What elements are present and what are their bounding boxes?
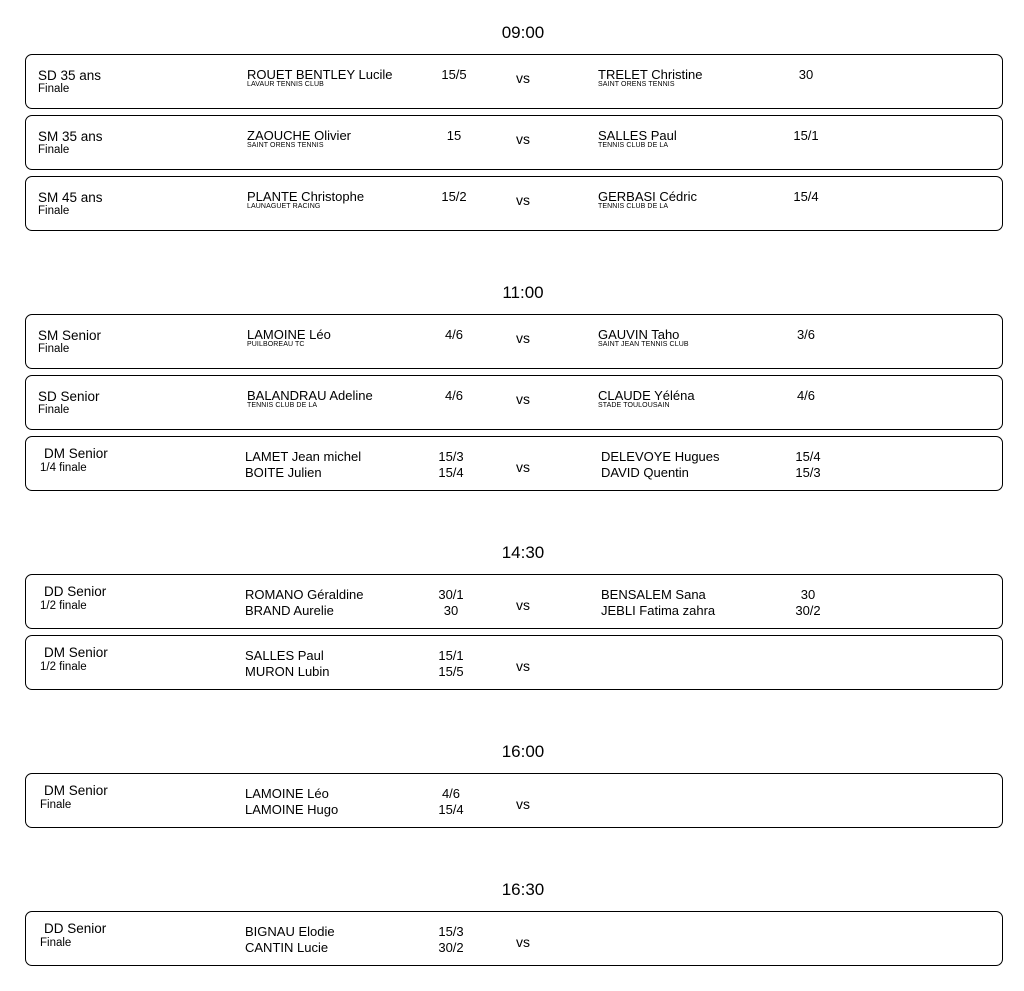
player-name: DELEVOYE Hugues bbox=[601, 449, 720, 464]
player-ranking: 4/6 bbox=[444, 388, 464, 403]
player-name: BIGNAU Elodie bbox=[245, 924, 335, 939]
match-category: DM Senior bbox=[44, 446, 108, 461]
player-name: JEBLI Fatima zahra bbox=[601, 603, 716, 618]
match-round: Finale bbox=[38, 144, 70, 156]
player-ranking: 3/6 bbox=[796, 327, 816, 342]
player-ranking: 30 bbox=[798, 67, 814, 82]
vs-label: vs bbox=[516, 70, 530, 86]
player-ranking: 4/6 bbox=[441, 786, 461, 801]
player-club: STADE TOULOUSAIN bbox=[598, 402, 670, 409]
match-card bbox=[25, 375, 1003, 430]
vs-label: vs bbox=[516, 658, 530, 674]
player-club: SAINT ORENS TENNIS bbox=[247, 142, 324, 149]
player-name: LAMOINE Hugo bbox=[245, 802, 339, 817]
player-ranking: 15/3 bbox=[438, 924, 464, 939]
match-round: Finale bbox=[38, 83, 70, 95]
time-slot-heading: 11:00 bbox=[502, 283, 544, 302]
match-category: SM Senior bbox=[38, 328, 102, 343]
player-ranking: 30/2 bbox=[795, 603, 821, 618]
player-name: BOITE Julien bbox=[245, 465, 322, 480]
player-ranking: 15/1 bbox=[793, 128, 819, 143]
player-name: ROMANO Géraldine bbox=[245, 587, 364, 602]
time-slot-heading: 16:30 bbox=[501, 880, 545, 899]
match-card bbox=[25, 54, 1003, 109]
player-ranking: 4/6 bbox=[796, 388, 816, 403]
player-name: SALLES Paul bbox=[245, 648, 324, 663]
player-club: PUILBOREAU TC bbox=[247, 341, 305, 348]
player-club: LAVAUR TENNIS CLUB bbox=[247, 81, 324, 88]
player-club: LAUNAGUET RACING bbox=[247, 203, 321, 210]
vs-label: vs bbox=[516, 934, 530, 950]
player-club: SAINT JEAN TENNIS CLUB bbox=[598, 341, 689, 348]
time-slot-heading: 14:30 bbox=[501, 543, 545, 562]
player-name: TRELET Christine bbox=[598, 67, 703, 82]
player-name: CANTIN Lucie bbox=[245, 940, 329, 955]
player-name: CLAUDE Yéléna bbox=[598, 388, 695, 403]
match-round: 1/2 finale bbox=[40, 661, 87, 673]
player-ranking: 15/1 bbox=[438, 648, 464, 663]
match-category: SM 45 ans bbox=[38, 190, 103, 205]
match-round: 1/4 finale bbox=[40, 462, 87, 474]
player-name: ZAOUCHE Olivier bbox=[247, 128, 352, 143]
match-card bbox=[25, 911, 1003, 966]
match-category: DM Senior bbox=[44, 783, 108, 798]
match-round: Finale bbox=[38, 404, 70, 416]
vs-label: vs bbox=[516, 131, 530, 147]
match-card bbox=[25, 436, 1003, 491]
player-name: DAVID Quentin bbox=[601, 465, 689, 480]
player-ranking: 15/4 bbox=[793, 189, 819, 204]
player-ranking: 15/2 bbox=[441, 189, 467, 204]
player-ranking: 15 bbox=[446, 128, 462, 143]
player-name: ROUET BENTLEY Lucile bbox=[247, 67, 393, 82]
time-slot-heading: 16:00 bbox=[501, 742, 545, 761]
player-club: TENNIS CLUB DE LA bbox=[598, 203, 669, 210]
player-name: LAMET Jean michel bbox=[245, 449, 362, 464]
match-round: Finale bbox=[38, 205, 70, 217]
match-card bbox=[25, 115, 1003, 170]
vs-label: vs bbox=[516, 330, 530, 346]
time-slot-heading: 09:00 bbox=[501, 23, 545, 42]
player-ranking: 30/1 bbox=[438, 587, 464, 602]
match-round: Finale bbox=[40, 937, 72, 949]
player-name: BRAND Aurelie bbox=[245, 603, 334, 618]
match-category: DM Senior bbox=[44, 645, 108, 660]
player-name: BALANDRAU Adeline bbox=[247, 388, 373, 403]
player-name: LAMOINE Léo bbox=[245, 786, 329, 801]
player-name: LAMOINE Léo bbox=[247, 327, 331, 342]
vs-label: vs bbox=[516, 459, 530, 475]
match-card bbox=[25, 574, 1003, 629]
player-ranking: 15/3 bbox=[438, 449, 464, 464]
player-ranking: 30 bbox=[443, 603, 459, 618]
player-ranking: 15/4 bbox=[795, 449, 821, 464]
match-category: SD 35 ans bbox=[38, 68, 102, 83]
match-card bbox=[25, 314, 1003, 369]
player-ranking: 15/3 bbox=[795, 465, 821, 480]
match-card bbox=[25, 773, 1003, 828]
match-round: Finale bbox=[40, 799, 72, 811]
player-club: TENNIS CLUB DE LA bbox=[247, 402, 318, 409]
player-ranking: 15/4 bbox=[438, 802, 464, 817]
match-card bbox=[25, 176, 1003, 231]
player-ranking: 15/5 bbox=[441, 67, 467, 82]
match-category: DD Senior bbox=[44, 584, 107, 599]
match-card bbox=[25, 635, 1003, 690]
vs-label: vs bbox=[516, 597, 530, 613]
player-name: GAUVIN Taho bbox=[598, 327, 680, 342]
vs-label: vs bbox=[516, 192, 530, 208]
player-ranking: 30/2 bbox=[438, 940, 464, 955]
match-category: DD Senior bbox=[44, 921, 107, 936]
player-ranking: 15/5 bbox=[438, 664, 464, 679]
vs-label: vs bbox=[516, 391, 530, 407]
player-name: GERBASI Cédric bbox=[598, 189, 697, 204]
player-ranking: 15/4 bbox=[438, 465, 464, 480]
match-category: SM 35 ans bbox=[38, 129, 103, 144]
player-ranking: 4/6 bbox=[444, 327, 464, 342]
player-name: PLANTE Christophe bbox=[247, 189, 365, 204]
player-club: TENNIS CLUB DE LA bbox=[598, 142, 669, 149]
player-name: SALLES Paul bbox=[598, 128, 677, 143]
vs-label: vs bbox=[516, 796, 530, 812]
match-round: Finale bbox=[38, 343, 70, 355]
match-round: 1/2 finale bbox=[40, 600, 87, 612]
player-club: SAINT ORENS TENNIS bbox=[598, 81, 675, 88]
player-name: BENSALEM Sana bbox=[601, 587, 706, 602]
match-category: SD Senior bbox=[38, 389, 100, 404]
player-name: MURON Lubin bbox=[245, 664, 330, 679]
player-ranking: 30 bbox=[800, 587, 816, 602]
